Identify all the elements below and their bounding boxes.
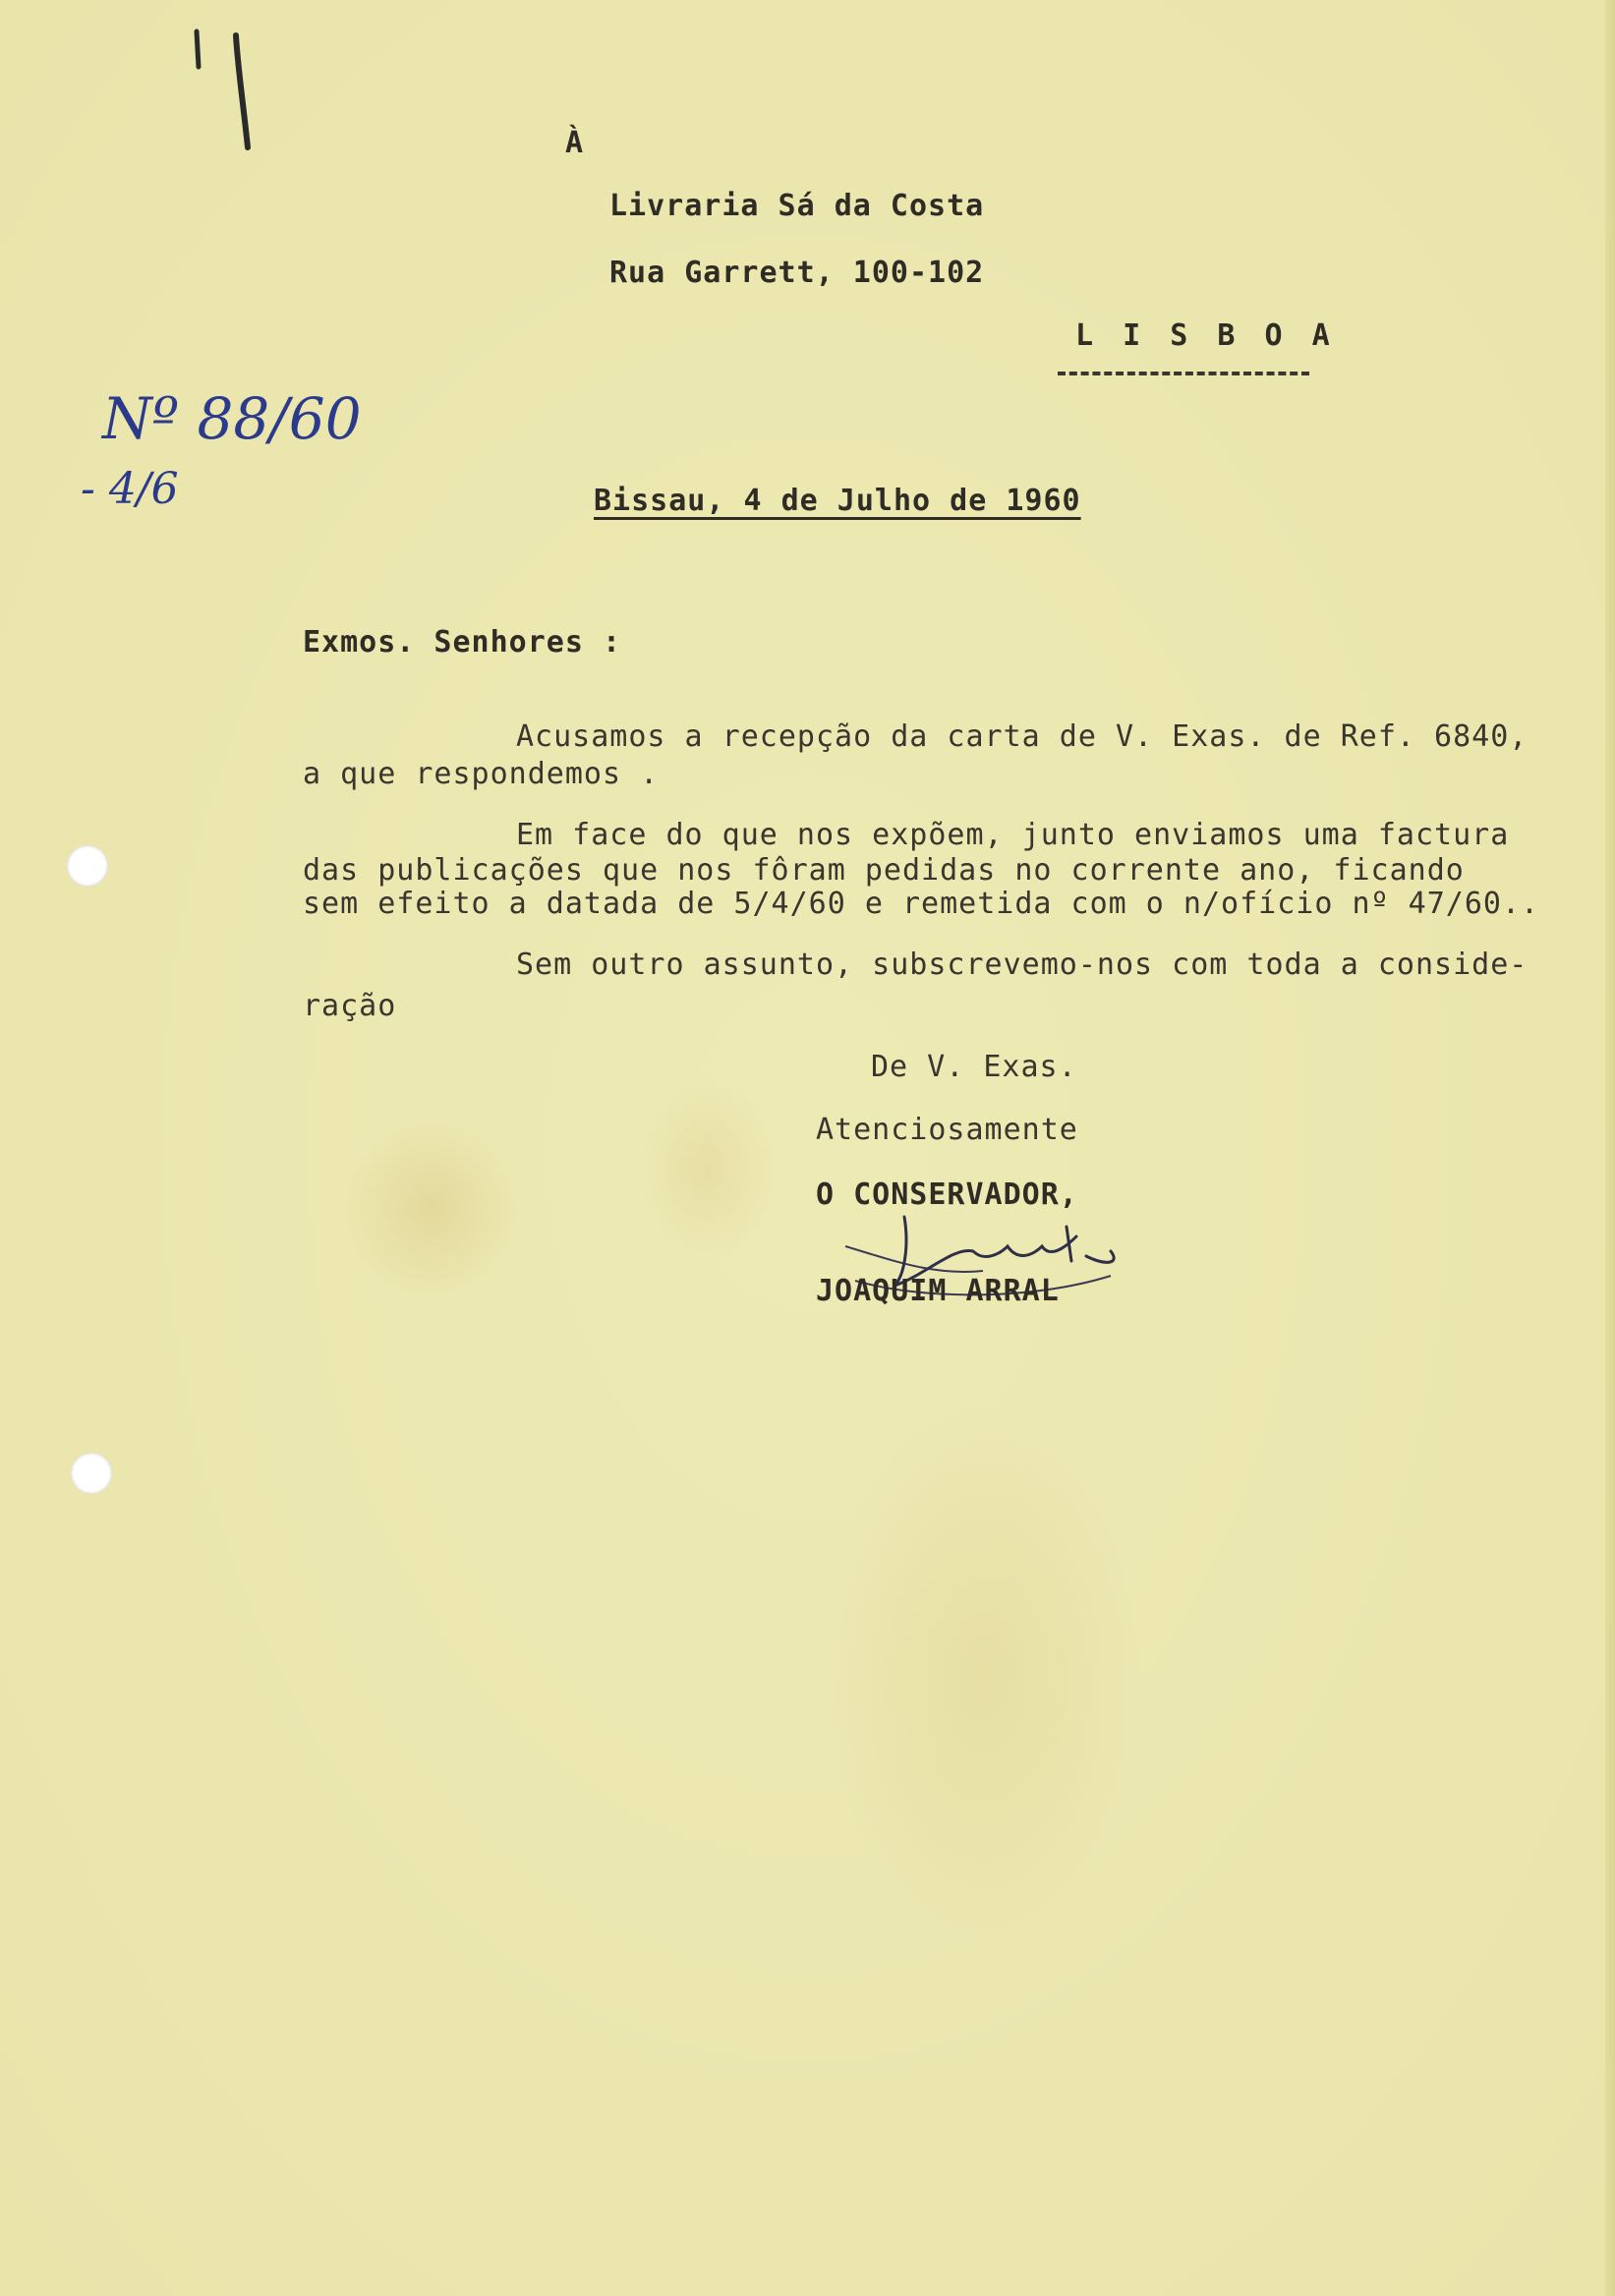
addressee-name: Livraria Sá da Costa: [609, 189, 985, 223]
handwritten-ref-number: Nº 88/60: [102, 385, 362, 452]
body-p2-line1: Em face do que nos expõem, junto enviamos uma factura: [516, 818, 1510, 852]
punch-hole-top: [67, 845, 108, 887]
addressee-prefix: À: [565, 126, 585, 160]
paper-edge: [1605, 0, 1615, 2296]
closing-line1: De V. Exas.: [871, 1050, 1077, 1084]
salutation: Exmos. Senhores :: [303, 625, 622, 660]
body-p2-line3: sem efeito a datada de 5/4/60 e remetida com o n/ofício nº 47/60..: [303, 887, 1540, 921]
body-p1-line1: Acusamos a recepção da carta de V. Exas. de Ref. 6840,: [516, 719, 1528, 754]
closing-title: O CONSERVADOR,: [816, 1177, 1078, 1212]
body-p3-line2: ração: [303, 989, 397, 1023]
body-p1-line2: a que respondemos .: [303, 757, 660, 791]
date-line: Bissau, 4 de Julho de 1960: [594, 484, 1081, 518]
body-p2-line2: das publicações que nos fôram pedidas no corrente ano, ficando: [303, 853, 1465, 888]
body-p3-line1: Sem outro assunto, subscrevemo-nos com toda a conside-: [516, 947, 1528, 982]
addressee-city: L I S B O A: [1075, 318, 1336, 353]
punch-hole-bottom: [71, 1453, 112, 1494]
city-underline: [1058, 372, 1309, 375]
handwritten-ref-date: - 4/6: [81, 464, 179, 514]
closing-line2: Atenciosamente: [816, 1113, 1078, 1147]
signature-name: JOAQUIM ARRAL: [816, 1274, 1060, 1308]
addressee-street: Rua Garrett, 100-102: [609, 256, 985, 290]
pencil-mark: [187, 20, 265, 167]
